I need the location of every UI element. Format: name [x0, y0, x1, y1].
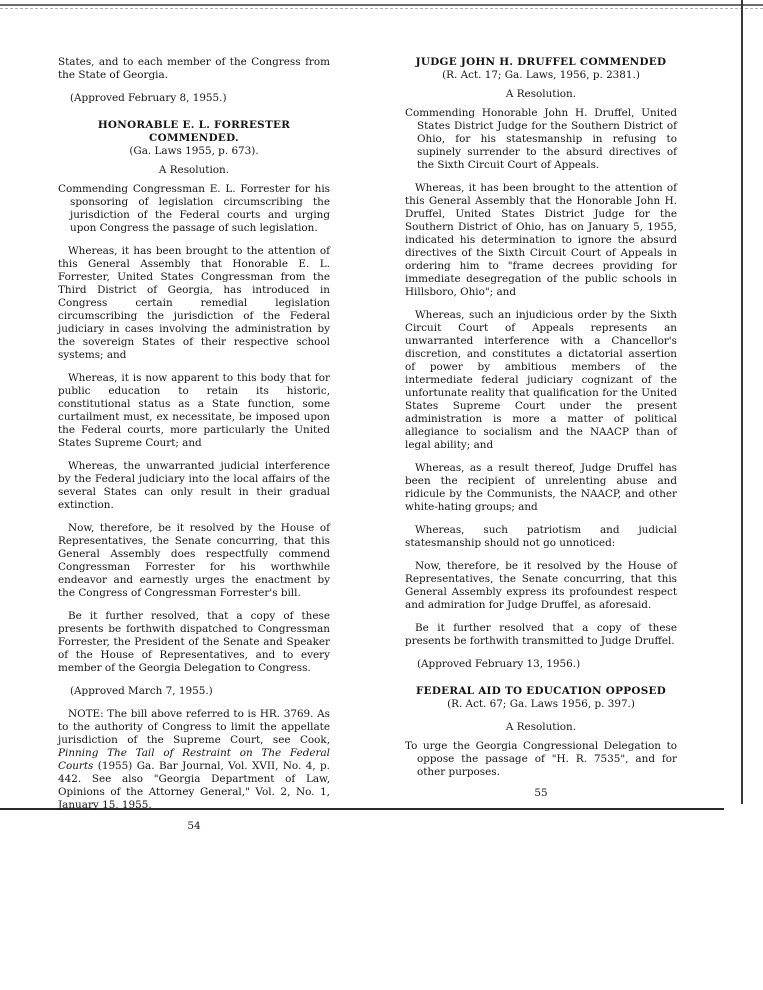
section-heading: HONORABLE E. L. FORRESTER COMMENDED. — [97, 119, 291, 144]
note-text: (1955) Ga. Bar Journal, Vol. XVII, No. 4, p. 442. See also "Georgia Department of Law, Opinions of the Attorney General," Vol. 2, No. 1, January 15, 1955. — [58, 760, 330, 811]
note-text: NOTE: The bill above referred to is HR. 3769. As to the authority of Congress to limit the appellate jurisdiction of the Supreme Court, see Cook, — [58, 708, 330, 746]
page-number: 55 — [534, 787, 548, 799]
resolved-paragraph: Now, therefore, be it resolved by the House of Representatives, the Senate concurring, that this General Assembly express its profoundest respect and admiration for Judge Druffel, as aforesaid. — [405, 560, 677, 611]
section-heading: FEDERAL AID TO EDUCATION OPPOSED — [415, 685, 667, 697]
law-citation: (Ga. Laws 1955, p. 673). — [129, 145, 259, 157]
top-page-rule-secondary — [0, 8, 763, 9]
left-page-column — [58, 56, 330, 833]
law-citation: (R. Act. 17; Ga. Laws, 1956, p. 2381.) — [442, 69, 640, 81]
approval-date: (Approved March 7, 1955.) — [70, 685, 213, 697]
resolution-purpose: To urge the Georgia Congressional Delegation to oppose the passage of "H. R. 7535", and for other purposes. — [405, 740, 677, 778]
whereas-paragraph: Whereas, it has been brought to the attention of this General Assembly that the Honorable John H. Druffel, United States District Judge for the Southern District of Ohio, has on January 5, 1955, indicated his determination to ignore the absurd directives of the Sixth Circuit Court of Appeals in ordering him to "frame decrees providing for immediate desegregation of the public schools in Hillsboro, Ohio"; and — [405, 182, 677, 298]
whereas-paragraph: Whereas, such an injudicious order by the Sixth Circuit Court of Appeals represents an unwarranted interference with a Chancellor's discretion, and constitutes a dictatorial assertion of power by ambitious members of the intermediate federal judiciary cognizant of the unfortunate reality that qualification for the United States Supreme Court under the present administration is more a matter of political allegiance to socialism and the NAACP than of legal ability; and — [405, 309, 677, 451]
top-page-rule — [0, 4, 763, 6]
whereas-paragraph: Whereas, the unwarranted judicial interference by the Federal judiciary into the local affairs of the several States can only result in their gradual extinction. — [58, 460, 330, 511]
note-paragraph — [58, 708, 330, 812]
approval-date: (Approved February 13, 1956.) — [417, 658, 581, 670]
whereas-paragraph: Whereas, such patriotism and judicial statesmanship should not go unnoticed: — [405, 524, 677, 549]
section-heading: JUDGE JOHN H. DRUFFEL COMMENDED — [415, 56, 667, 68]
resolution-label: A Resolution. — [158, 164, 230, 176]
resolution-label: A Resolution. — [505, 88, 577, 100]
whereas-paragraph: Whereas, it is now apparent to this body that for public education to retain its historic, constitutional status as a State function, some curtailment must, ex necessitate, be imposed upon the Federal courts, more particularly the United States Supreme Court; and — [58, 372, 330, 449]
right-page-column — [405, 56, 677, 800]
resolved-paragraph: Now, therefore, be it resolved by the House of Representatives, the Senate concurring, that this General Assembly does respectfully commend Congressman Forrester for his worthwhile endeavor and earnestly urges the enactment by the Congress of Congressman Forrester's bill. — [58, 522, 330, 599]
approval-date: (Approved February 8, 1955.) — [70, 92, 227, 104]
resolution-purpose: Commending Honorable John H. Druffel, United States District Judge for the Southern District of Ohio, for his statesmanship in refusing to supinely surrender to the absurd directives of the Sixth Circuit Court of Appeals. — [405, 107, 677, 171]
resolution-label: A Resolution. — [505, 721, 577, 733]
page-number: 54 — [187, 820, 201, 832]
resolved-paragraph: Be it further resolved that a copy of these presents be forthwith transmitted to Judge Druffel. — [405, 622, 677, 647]
whereas-paragraph: Whereas, as a result thereof, Judge Druffel has been the recipient of unrelenting abuse and ridicule by the Communists, the NAACP, and other white-hating groups; and — [405, 462, 677, 513]
right-page-rule — [741, 0, 743, 804]
law-citation: (R. Act. 67; Ga. Laws 1956, p. 397.) — [447, 698, 635, 710]
continuation-text: States, and to each member of the Congress from the State of Georgia. — [58, 56, 330, 81]
resolution-purpose: Commending Congressman E. L. Forrester for his sponsoring of legislation circumscribing the jurisdiction of the Federal courts and urging upon Congress the passage of such legislation. — [58, 183, 330, 234]
resolved-paragraph: Be it further resolved, that a copy of these presents be forthwith dispatched to Congressman Forrester, the President of the Senate and Speaker of the House of Representatives, and to every member of the Georgia Delegation to Congress. — [58, 610, 330, 674]
whereas-paragraph: Whereas, it has been brought to the attention of this General Assembly that Honorable E. L. Forrester, United States Congressman from the Third District of Georgia, has introduced in Congress certain remedial legislation circumscribing the jurisdiction of the Federal judiciary in cases involving the administration by the sovereign States of their respective school systems; and — [58, 245, 330, 361]
note-article-title: Pinning The Tail of Restraint on The Federal Courts — [58, 747, 330, 772]
